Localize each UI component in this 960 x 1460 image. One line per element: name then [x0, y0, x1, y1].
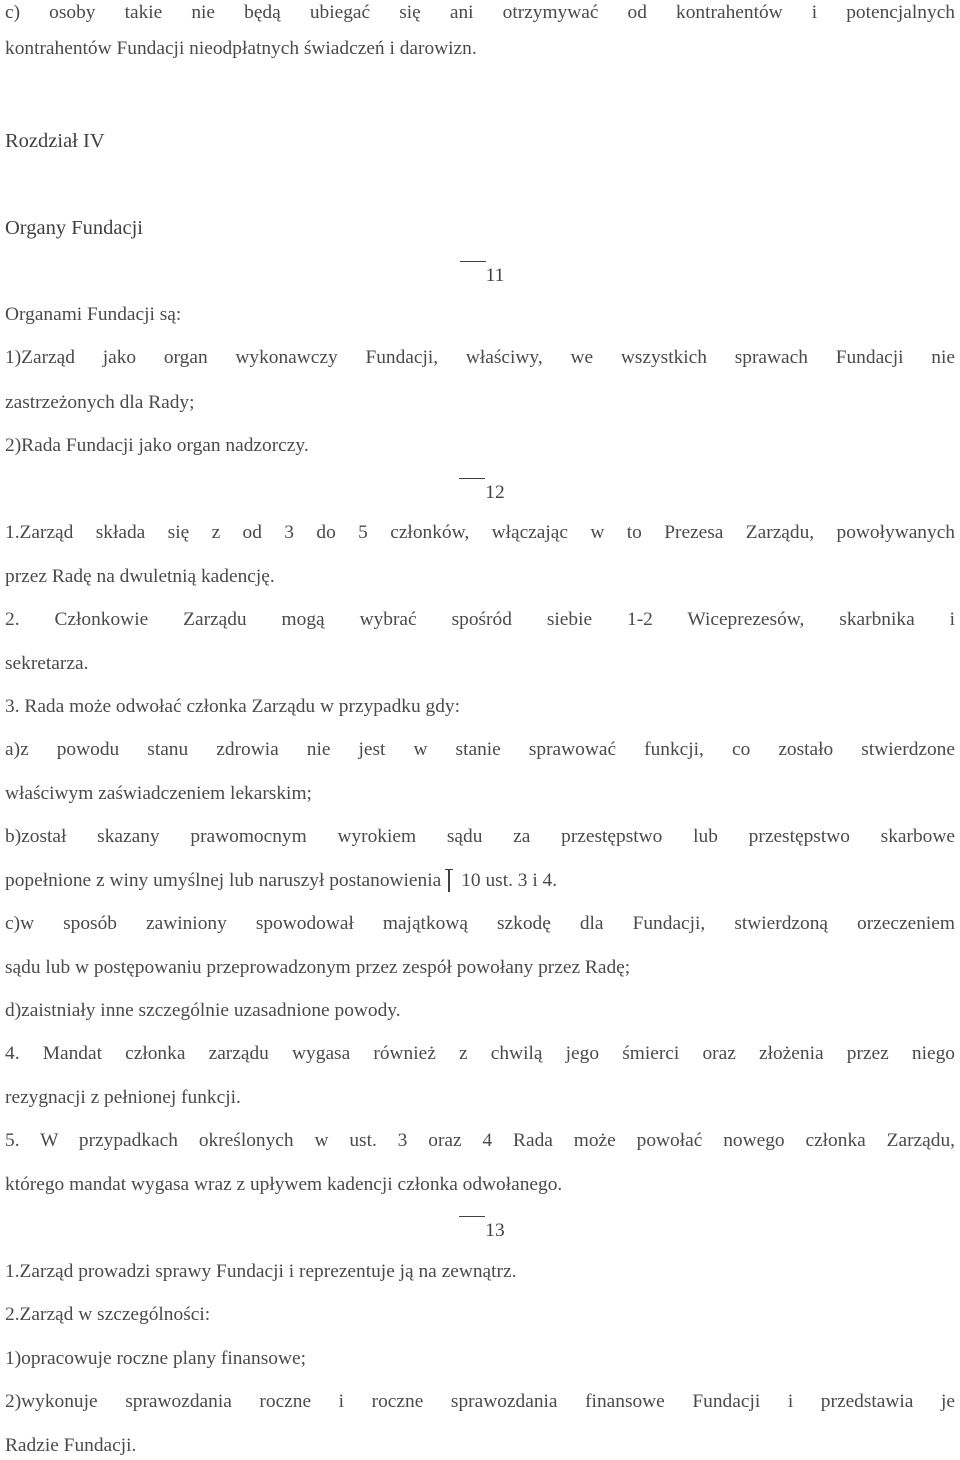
text-line: c) osoby takie nie będą ubiegać się ani otrzymywać od kontrahentów i potencjalnych [5, 2, 955, 23]
text-line [5, 868, 955, 894]
text-line: 1)Zarząd jako organ wykonawczy Fundacji, właściwy, we wszystkich sprawach Fundacji nie [5, 347, 955, 368]
text-segment: 10 ust. 3 i 4. [461, 870, 558, 891]
section-sign-icon [460, 261, 486, 289]
text-line: 3. Rada może odwołać członka Zarządu w przypadku gdy: [5, 696, 460, 717]
text-line: b)został skazany prawomocnym wyrokiem sądu za przestępstwo lub przestępstwo skarbowe [5, 826, 955, 847]
chapter-heading: Rozdział IV [5, 130, 105, 152]
paragraph-marker-11 [412, 261, 552, 289]
text-line: 1.Zarząd składa się z od 3 do 5 członków, włączając w to Prezesa Zarządu, powoływanych [5, 522, 955, 543]
text-line: 5. W przypadkach określonych w ust. 3 oraz 4 Rada może powołać nowego członka Zarządu, [5, 1130, 955, 1151]
text-line: przez Radę na dwuletnią kadencję. [5, 566, 275, 587]
text-line: d)zaistniały inne szczególnie uzasadnione powody. [5, 1000, 401, 1021]
text-line: sekretarza. [5, 653, 89, 674]
paragraph-number: 13 [485, 1220, 505, 1241]
text-line: zastrzeżonych dla Rady; [5, 392, 195, 413]
paragraph-marker-12 [412, 478, 552, 506]
text-line: 2)Rada Fundacji jako organ nadzorczy. [5, 435, 309, 456]
text-line: właściwym zaświadczeniem lekarskim; [5, 783, 312, 804]
text-line: sądu lub w postępowaniu przeprowadzonym przez zespół powołany przez Radę; [5, 957, 631, 978]
text-line: 4. Mandat członka zarządu wygasa również z chwilą jego śmierci oraz złożenia przez niego [5, 1043, 955, 1064]
text-line: Radzie Fundacji. [5, 1435, 137, 1456]
text-line: Organami Fundacji są: [5, 304, 182, 325]
text-line: c)w sposób zawiniony spowodował majątkową szkodę dla Fundacji, stwierdzoną orzeczeniem [5, 913, 955, 934]
text-line: 2)wykonuje sprawozdania roczne i roczne sprawozdania finansowe Fundacji i przedstawia je [5, 1391, 955, 1412]
text-segment: popełnione z winy umyślnej lub naruszył postanowienia [5, 870, 442, 891]
section-sign-icon [459, 1216, 485, 1244]
paragraph-number: 11 [485, 265, 505, 286]
text-line: rezygnacji z pełnionej funkcji. [5, 1087, 241, 1108]
paragraph-number: 12 [485, 482, 505, 503]
text-line: a)z powodu stanu zdrowia nie jest w stanie sprawować funkcji, co zostało stwierdzone [5, 739, 955, 760]
section-sign-icon [445, 869, 453, 892]
text-line: 2.Zarząd w szczególności: [5, 1304, 211, 1325]
section-title: Organy Fundacji [5, 217, 143, 239]
section-sign-icon [459, 478, 485, 506]
text-line: 1.Zarząd prowadzi sprawy Fundacji i reprezentuje ją na zewnątrz. [5, 1261, 517, 1282]
text-line: 2. Członkowie Zarządu mogą wybrać spośród siebie 1-2 Wiceprezesów, skarbnika i [5, 609, 955, 630]
text-line: kontrahentów Fundacji nieodpłatnych świadczeń i darowizn. [5, 38, 477, 59]
text-line: 1)opracowuje roczne plany finansowe; [5, 1348, 306, 1369]
text-line: którego mandat wygasa wraz z upływem kadencji członka odwołanego. [5, 1174, 563, 1195]
paragraph-marker-13 [412, 1216, 552, 1244]
